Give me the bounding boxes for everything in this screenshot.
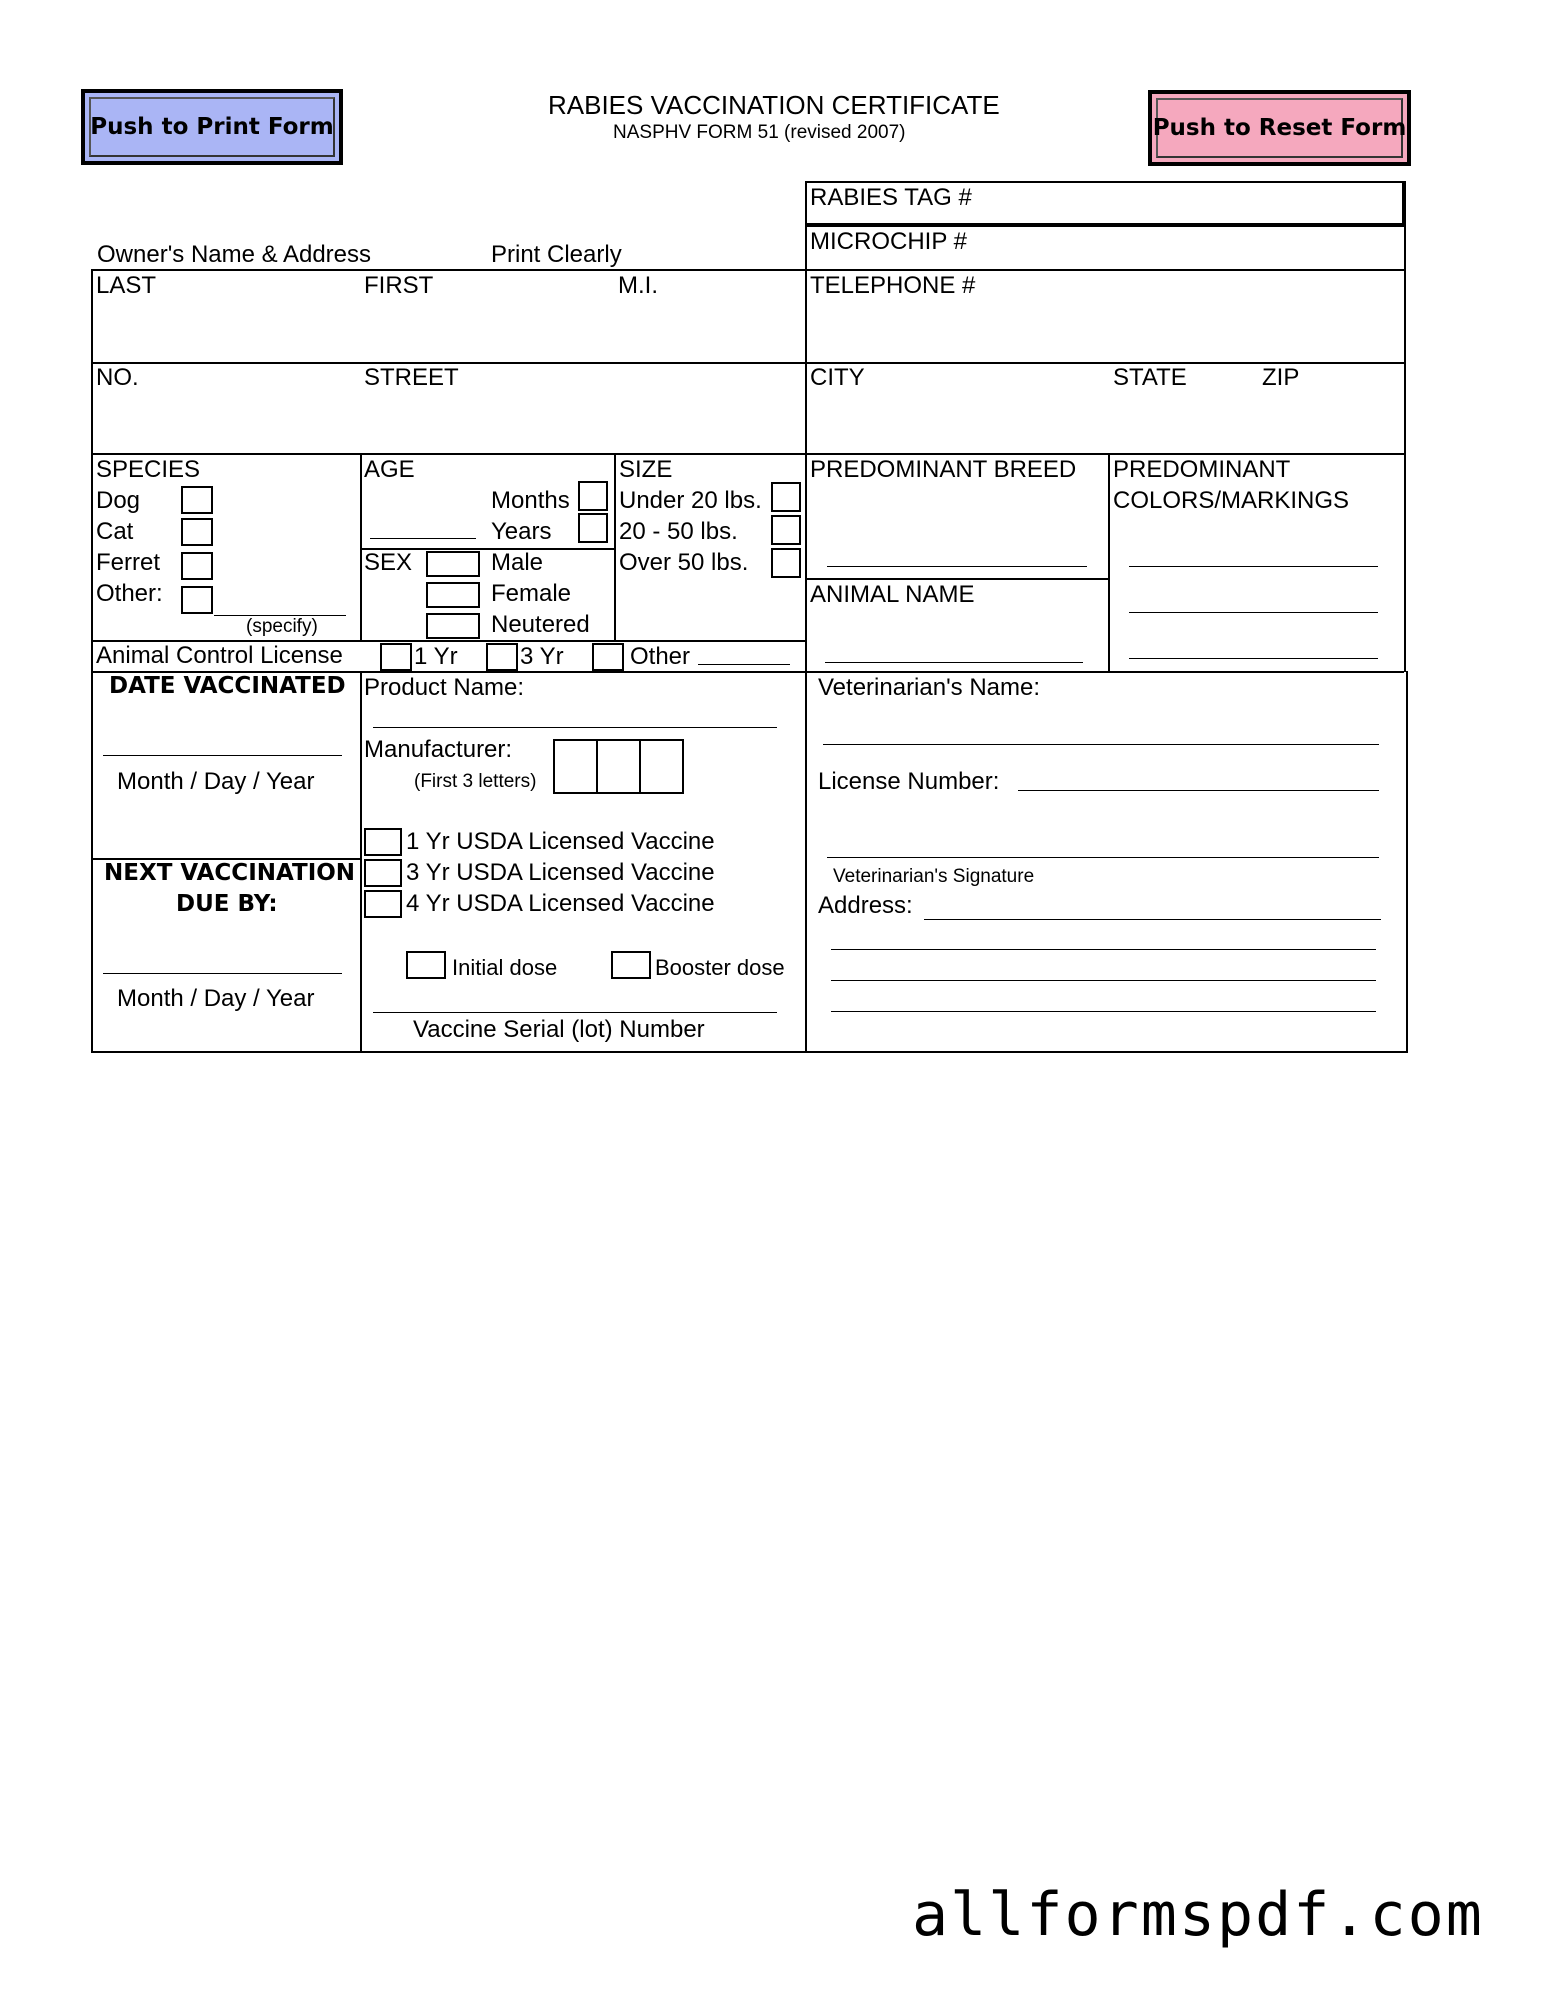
next-vaccination-format: Month / Day / Year [117, 985, 315, 1012]
vet-address-input-1[interactable] [926, 893, 1383, 919]
manufacturer-letter-2[interactable] [596, 739, 641, 794]
size-over50-label: Over 50 lbs. [619, 549, 749, 576]
rabies-tag-input[interactable] [990, 184, 1394, 222]
booster-dose-label: Booster dose [655, 955, 785, 980]
size-label: SIZE [619, 456, 673, 483]
animal-name-line [825, 662, 1083, 663]
owner-heading: Owner's Name & Address [97, 241, 372, 268]
colors-input-3[interactable] [1131, 628, 1380, 658]
license-other-checkbox[interactable] [592, 643, 624, 671]
usda-1yr-label: 1 Yr USDA Licensed Vaccine [406, 828, 715, 855]
size-under20-checkbox[interactable] [771, 482, 801, 512]
usda-1yr-checkbox[interactable] [364, 828, 402, 856]
watermark: allformspdf.com [912, 1880, 1484, 1950]
breed-line [827, 566, 1087, 567]
specify-label: (specify) [246, 616, 318, 637]
no-label: NO. [96, 364, 139, 391]
date-vaccinated-line [103, 755, 342, 756]
colors-line-3 [1129, 658, 1378, 659]
next-vaccination-heading-2: DUE BY: [176, 891, 278, 917]
license-number-line [1018, 790, 1379, 791]
size-over50-checkbox[interactable] [771, 548, 801, 578]
grid-line [91, 269, 1404, 271]
vet-signature-input[interactable] [829, 825, 1381, 857]
serial-line [373, 1012, 777, 1013]
manufacturer-label: Manufacturer: [364, 736, 513, 763]
species-cat-checkbox[interactable] [181, 518, 213, 546]
date-vaccinated-heading: DATE VACCINATED [109, 673, 346, 699]
print-button-label: Push to Print Form [90, 114, 334, 140]
size-under20-label: Under 20 lbs. [619, 487, 762, 514]
species-other-input[interactable] [216, 589, 348, 615]
street-input[interactable] [364, 402, 804, 448]
vet-address-line-2 [831, 949, 1376, 950]
colors-label-line2: COLORS/MARKINGS [1113, 487, 1350, 514]
vet-address-input-2[interactable] [833, 923, 1378, 949]
product-name-input[interactable] [375, 697, 779, 727]
telephone-input[interactable] [810, 310, 1404, 356]
grid-line [805, 181, 807, 1053]
vet-name-input[interactable] [825, 712, 1381, 744]
booster-dose-checkbox[interactable] [611, 951, 651, 979]
vet-address-input-4[interactable] [833, 985, 1378, 1011]
sex-female-checkbox[interactable] [426, 582, 480, 608]
date-vaccinated-format: Month / Day / Year [117, 768, 315, 795]
license-1yr-label: 1 Yr [414, 643, 458, 670]
usda-3yr-label: 3 Yr USDA Licensed Vaccine [406, 859, 715, 886]
breed-input[interactable] [829, 536, 1089, 566]
license-3yr-label: 3 Yr [520, 643, 564, 670]
usda-3yr-checkbox[interactable] [364, 859, 402, 887]
size-20to50-label: 20 - 50 lbs. [619, 518, 738, 545]
license-label: Animal Control License [96, 642, 343, 669]
age-years-label: Years [491, 518, 552, 545]
initial-dose-checkbox[interactable] [406, 951, 446, 979]
state-label: STATE [1113, 364, 1187, 391]
license-3yr-checkbox[interactable] [486, 643, 518, 671]
city-label: CITY [810, 364, 865, 391]
license-other-label: Other [630, 643, 691, 670]
usda-4yr-label: 4 Yr USDA Licensed Vaccine [406, 890, 715, 917]
grid-line [91, 269, 93, 1053]
vet-signature-line [827, 857, 1379, 858]
age-number-line [370, 538, 476, 539]
zip-label: ZIP [1262, 364, 1300, 391]
mi-input[interactable] [618, 310, 802, 356]
last-name-label: LAST [96, 272, 157, 299]
telephone-label: TELEPHONE # [810, 272, 976, 299]
license-number-label: License Number: [818, 768, 1000, 795]
product-name-line [373, 727, 777, 728]
colors-label-line1: PREDOMINANT [1113, 456, 1291, 483]
serial-input[interactable] [375, 982, 779, 1012]
usda-4yr-checkbox[interactable] [364, 890, 402, 918]
date-vaccinated-input[interactable] [105, 722, 344, 754]
sex-neutered-label: Neutered [491, 611, 590, 638]
street-no-input[interactable] [96, 402, 360, 448]
serial-label: Vaccine Serial (lot) Number [413, 1016, 705, 1043]
sex-label: SEX [364, 549, 413, 576]
manufacturer-letter-1[interactable] [553, 739, 598, 794]
grid-line [91, 453, 1404, 455]
grid-line [614, 453, 616, 641]
next-vaccination-input[interactable] [105, 940, 344, 972]
colors-line-2 [1129, 612, 1378, 613]
grid-line [1406, 671, 1408, 1053]
species-other-checkbox[interactable] [181, 586, 213, 614]
size-20to50-checkbox[interactable] [771, 515, 801, 545]
product-name-label: Product Name: [364, 674, 525, 701]
grid-line [1108, 453, 1110, 672]
form-subtitle: NASPHV FORM 51 (revised 2007) [613, 122, 906, 143]
vet-address-label: Address: [818, 892, 913, 919]
last-name-input[interactable] [96, 310, 360, 356]
grid-line [360, 453, 362, 641]
rabies-tag-label: RABIES TAG # [810, 184, 972, 211]
vet-address-line-4 [831, 1011, 1376, 1012]
grid-line [360, 671, 362, 1053]
license-other-input[interactable] [700, 644, 792, 666]
sex-male-label: Male [491, 549, 544, 576]
species-ferret-label: Ferret [96, 549, 161, 576]
vet-name-label: Veterinarian's Name: [818, 674, 1041, 701]
sex-neutered-checkbox[interactable] [426, 613, 480, 639]
species-cat-label: Cat [96, 518, 134, 545]
reset-button-label: Push to Reset Form [1152, 115, 1407, 141]
vet-name-line [823, 744, 1379, 745]
manufacturer-letter-3[interactable] [639, 739, 684, 794]
form-title: RABIES VACCINATION CERTIFICATE [548, 90, 1000, 120]
vet-address-input-3[interactable] [833, 954, 1378, 980]
zip-input[interactable] [1262, 402, 1404, 448]
grid-line [91, 362, 1404, 364]
age-months-label: Months [491, 487, 570, 514]
grid-line [1404, 181, 1406, 672]
first-3-letters-label: (First 3 letters) [414, 771, 537, 792]
microchip-input[interactable] [990, 228, 1394, 266]
age-label: AGE [364, 456, 415, 483]
license-number-input[interactable] [1020, 764, 1381, 790]
divider [805, 225, 1404, 227]
vet-address-line-3 [831, 980, 1376, 981]
first-name-input[interactable] [364, 310, 618, 356]
next-vaccination-line [103, 973, 342, 974]
animal-name-input[interactable] [827, 632, 1085, 662]
species-dog-label: Dog [96, 487, 141, 514]
grid-line [805, 578, 1108, 580]
age-number-input[interactable] [372, 512, 478, 538]
vet-address-line-1 [924, 919, 1381, 920]
state-input[interactable] [1113, 402, 1257, 448]
sex-male-checkbox[interactable] [426, 551, 480, 577]
microchip-label: MICROCHIP # [810, 228, 967, 255]
breed-label: PREDOMINANT BREED [810, 456, 1077, 483]
city-input[interactable] [810, 402, 1109, 448]
age-years-checkbox[interactable] [578, 513, 608, 543]
first-name-label: FIRST [364, 272, 434, 299]
species-dog-checkbox[interactable] [181, 486, 213, 514]
grid-line [91, 1051, 1406, 1053]
license-1yr-checkbox[interactable] [380, 643, 412, 671]
colors-input-2[interactable] [1131, 582, 1380, 612]
age-months-checkbox[interactable] [578, 481, 608, 511]
colors-input-1[interactable] [1131, 536, 1380, 566]
initial-dose-label: Initial dose [452, 955, 558, 980]
reset-form-button[interactable] [1148, 90, 1411, 166]
vet-signature-label: Veterinarian's Signature [833, 866, 1035, 887]
print-form-button[interactable] [81, 89, 343, 165]
mi-label: M.I. [618, 272, 658, 299]
next-vaccination-heading-1: NEXT VACCINATION [104, 860, 356, 886]
species-label: SPECIES [96, 456, 201, 483]
street-label: STREET [364, 364, 459, 391]
print-clearly-label: Print Clearly [491, 241, 622, 268]
species-other-label: Other: [96, 580, 163, 607]
colors-line-1 [1129, 566, 1378, 567]
species-ferret-checkbox[interactable] [181, 552, 213, 580]
sex-female-label: Female [491, 580, 572, 607]
animal-name-label: ANIMAL NAME [810, 581, 975, 608]
